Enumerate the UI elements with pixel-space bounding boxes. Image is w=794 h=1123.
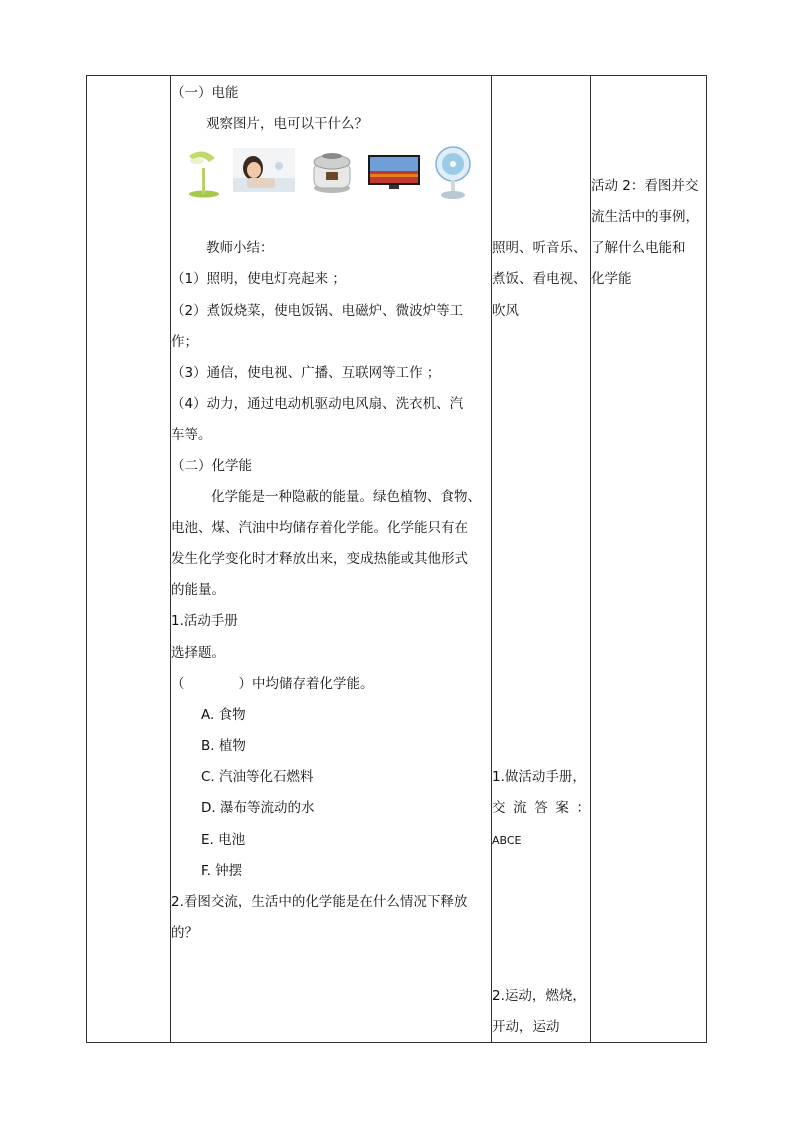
student-answer-line: 吹风 [492, 303, 519, 319]
column-divider [491, 76, 492, 1042]
rice-cooker-image [309, 146, 355, 194]
option-item: D. 瀑布等流动的水 [201, 800, 315, 816]
option-item: B. 植物 [201, 738, 246, 754]
summary-item: （3）通信，使电视、广播、互联网等工作 ； [171, 365, 441, 381]
option-item: F. 钟摆 [201, 863, 243, 879]
electric-fan-image [433, 146, 473, 200]
activity-title: 1.活动手册 [171, 613, 238, 629]
paragraph-line: 的能量。 [171, 582, 225, 598]
girl-listening-music-image [233, 148, 295, 192]
activity-question: 的？ [171, 925, 198, 941]
paragraph-line: 化学能是一种隐蔽的能量。绿色植物、食物、 [211, 489, 481, 505]
question-text: （ ）中均储存着化学能。 [171, 676, 374, 692]
option-item: C. 汽油等化石燃料 [201, 769, 314, 785]
summary-item: 车等。 [171, 427, 212, 443]
student-answer-line: 1.做活动手册， [492, 769, 586, 785]
activity-question: 2.看图交流，生活中的化学能是在什么情况下释放 [171, 894, 468, 910]
student-answer-line: 交流答案： [492, 800, 590, 816]
section-heading: （一）电能 [171, 85, 239, 101]
summary-item: （2）煮饭烧菜，使电饭锅、电磁炉、微波炉等工 [171, 303, 464, 319]
intent-line: 流生活中的事例， [591, 209, 699, 225]
summary-item: 作； [171, 334, 198, 350]
student-answer-line: 2.运动，燃烧， [492, 988, 586, 1004]
student-answer-line: 煮饭、看电视、 [492, 271, 587, 287]
student-answer-line: 照明、听音乐、 [492, 240, 587, 256]
summary-item: （1）照明，使电灯亮起来 ； [171, 271, 346, 287]
television-image [367, 154, 421, 190]
summary-title: 教师小结： [206, 240, 274, 256]
intent-line: 化学能 [591, 271, 632, 287]
lesson-table [86, 75, 707, 1043]
option-item: A. 食物 [201, 707, 246, 723]
paragraph-line: 电池、煤、汽油中均储存着化学能。化学能只有在 [171, 520, 468, 536]
question-type: 选择题。 [171, 645, 225, 661]
intent-line: 活动 2：看图并交 [591, 178, 699, 194]
section-heading: （二）化学能 [171, 458, 252, 474]
prompt-text: 观察图片，电可以干什么？ [206, 116, 368, 132]
summary-item: （4）动力，通过电动机驱动电风扇、洗衣机、汽 [171, 396, 464, 412]
intent-line: 了解什么电能和 [591, 240, 686, 256]
electricity-uses-images [181, 146, 481, 202]
paragraph-line: 发生化学变化时才释放出来，变成热能或其他形式 [171, 551, 468, 567]
student-answer-line: ABCE [492, 834, 522, 847]
option-item: E. 电池 [201, 832, 246, 848]
desk-lamp-image [185, 148, 223, 198]
student-answer-line: 开动，运动 [492, 1019, 560, 1035]
